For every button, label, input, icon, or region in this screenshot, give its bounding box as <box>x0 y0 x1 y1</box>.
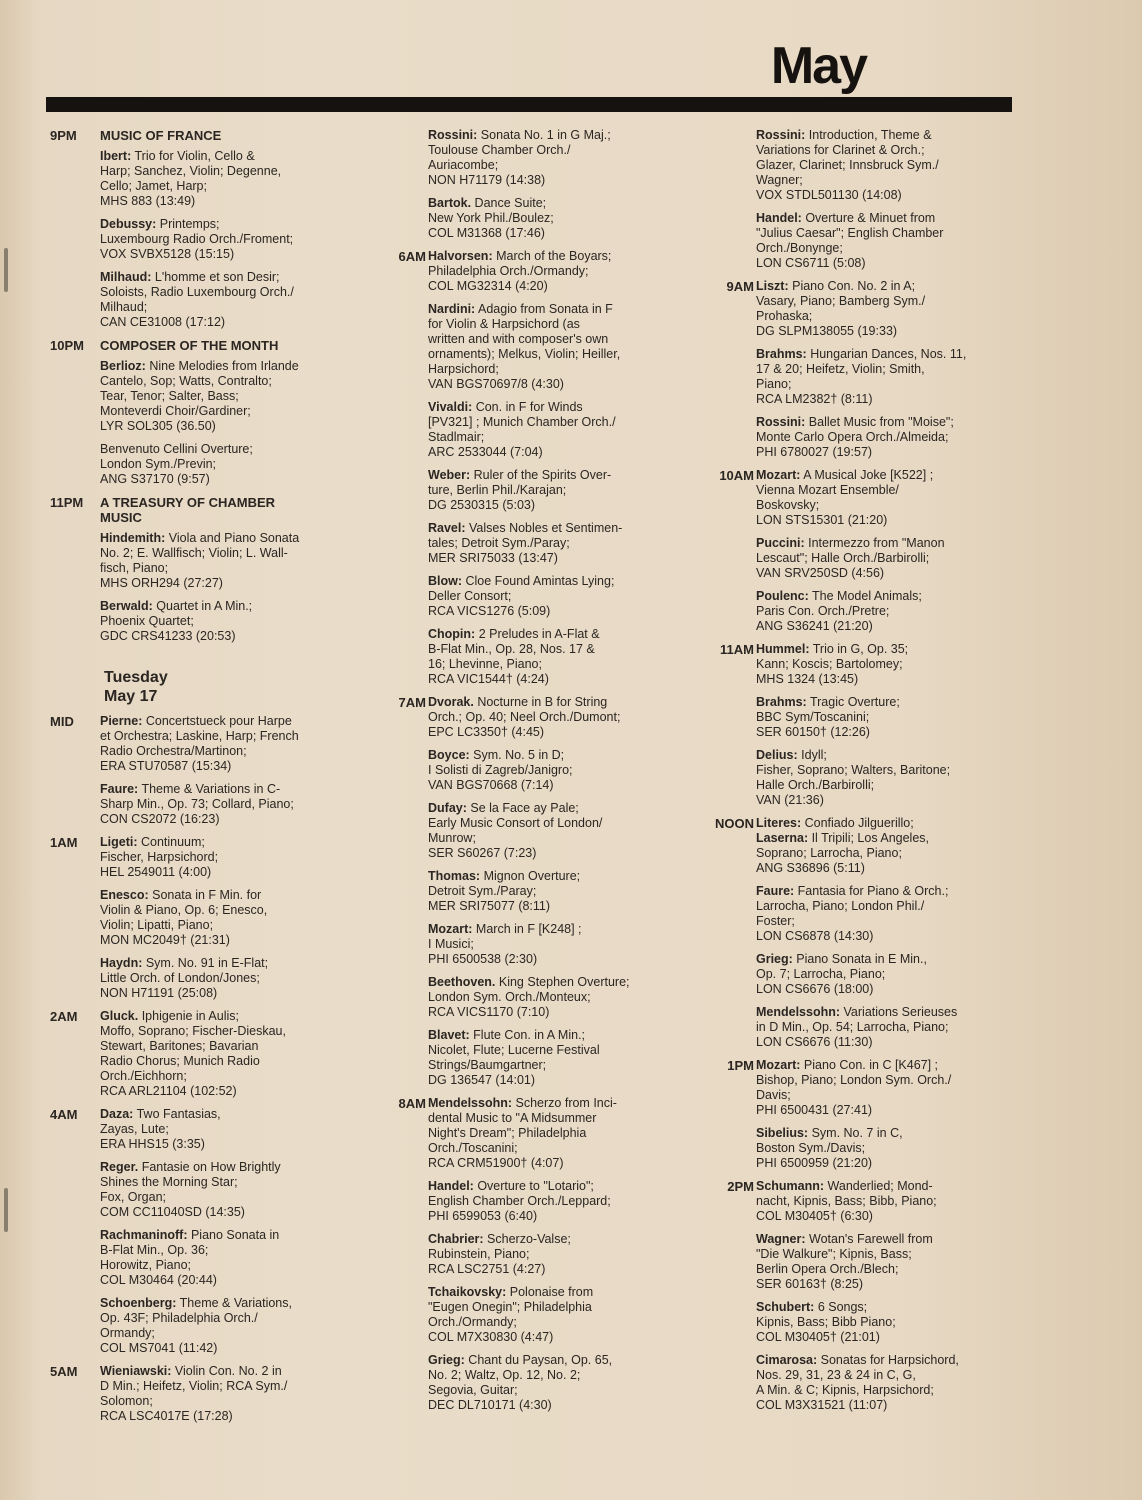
composer-name: Sibelius: <box>756 1126 809 1140</box>
composer-name: Ibert: <box>100 149 132 163</box>
time-label: 8AM <box>398 1096 426 1111</box>
time-slot <box>378 249 678 687</box>
time-slot <box>378 695 678 1088</box>
time-label: 5AM <box>50 1364 78 1379</box>
entry-details: Iphigenie in Aulis; Moffo, Soprano; Fischer-Dieskau, Stewart, Baritones; Bavarian Radio Chorus; Munich Radio Orch./Eichhorn; RCA ARL21104 (102:52) <box>100 1009 286 1098</box>
composer-name: Handel: <box>428 1179 474 1193</box>
entry-details: Quartet in A Min.; Phoenix Quartet; GDC CRS41233 (20:53) <box>100 599 253 643</box>
entry-details: Wotan's Farewell from "Die Walkure"; Kipnis, Bass; Berlin Opera Orch./Blech; SER 60163† (8:25) <box>756 1232 933 1291</box>
entry-details: Violin Con. No. 2 in D Min.; Heifetz, Violin; RCA Sym./ Solomon; RCA LSC4017E (17:28) <box>100 1364 288 1423</box>
composer-name: Boyce: <box>428 748 470 762</box>
program-entry <box>756 1300 1010 1345</box>
composer-name: Nardini: <box>428 302 476 316</box>
entry-details: Intermezzo from "Manon Lescaut"; Halle Orch./Barbirolli; VAN SRV250SD (4:56) <box>756 536 945 580</box>
time-label: 4AM <box>50 1107 78 1122</box>
composer-name: Rossini: <box>756 128 806 142</box>
composer-name: Mozart: <box>756 1058 801 1072</box>
composer-name: Wagner: <box>756 1232 806 1246</box>
program-entry <box>756 1005 1010 1050</box>
program-entry <box>756 884 1010 944</box>
time-slot <box>50 1364 350 1424</box>
program-entry <box>756 536 1010 581</box>
time-slot <box>50 1107 350 1356</box>
entry-details: Piano Sonata in E Min., Op. 7; Larrocha, Piano; LON CS6676 (18:00) <box>756 952 927 996</box>
program-entry <box>756 952 1010 997</box>
time-label: 2PM <box>727 1179 754 1194</box>
month-title: May <box>770 37 866 95</box>
program-entry <box>100 835 350 880</box>
program-entry <box>756 279 1010 339</box>
program-entry <box>756 695 1010 740</box>
composer-name: Laserna: <box>756 831 809 845</box>
composer-name: Rachmaninoff: <box>100 1228 188 1242</box>
entry-details: Ballet Music from "Moise"; Monte Carlo Opera Orch./Almeida; PHI 6780027 (19:57) <box>756 415 954 459</box>
composer-name: Grieg: <box>756 952 793 966</box>
program-entry <box>756 1232 1010 1292</box>
program-entry <box>428 627 678 687</box>
entry-details: March of the Boyars; Philadelphia Orch./Ormandy; COL MG32314 (4:20) <box>428 249 612 293</box>
entry-details: Printemps; Luxembourg Radio Orch./Froment; VOX SVBX5128 (15:15) <box>100 217 294 261</box>
program-entry <box>756 128 1010 203</box>
composer-name: Liszt: <box>756 279 789 293</box>
composer-name: Mendelssohn: <box>756 1005 841 1019</box>
header-rule <box>46 97 1012 112</box>
time-slot <box>706 1058 1010 1171</box>
composer-name: Schoenberg: <box>100 1296 177 1310</box>
time-label: 11AM <box>720 642 754 657</box>
composer-name: Cimarosa: <box>756 1353 818 1367</box>
composer-name: Dufay: <box>428 801 467 815</box>
composer-name: Chabrier: <box>428 1232 484 1246</box>
composer-name: Thomas: <box>428 869 481 883</box>
entry-details: Se la Face ay Pale; Early Music Consort of London/ Munrow; SER S60267 (7:23) <box>428 801 603 860</box>
entry-details: Ruler of the Spirits Over- ture, Berlin Phil./Karajan; DG 2530315 (5:03) <box>428 468 612 512</box>
entry-details: L'homme et son Desir; Soloists, Radio Luxembourg Orch./ Milhaud; CAN CE31008 (17:12) <box>100 270 294 329</box>
composer-name: Bartok. <box>428 196 472 210</box>
composer-name: Daza: <box>100 1107 134 1121</box>
entry-details: Overture to "Lotario"; English Chamber Orch./Leppard; PHI 6599053 (6:40) <box>428 1179 611 1223</box>
time-slot <box>50 714 350 827</box>
time-slot <box>706 468 1010 634</box>
program-entry <box>100 1009 350 1099</box>
program-entry <box>428 1232 678 1277</box>
staple <box>4 248 8 292</box>
entry-details: King Stephen Overture; London Sym. Orch./Monteux; RCA VICS1170 (7:10) <box>428 975 630 1019</box>
program-entry <box>100 442 350 487</box>
time-label: 2AM <box>50 1009 78 1024</box>
program-entry <box>100 1107 350 1152</box>
composer-name: Grieg: <box>428 1353 465 1367</box>
composer-name: Schumann: <box>756 1179 825 1193</box>
program-entry <box>428 1096 678 1171</box>
program-entry <box>100 1228 350 1288</box>
entry-details: Viola and Piano Sonata No. 2; E. Wallfisch; Violin; L. Wall- fisch, Piano; MHS ORH294 (27:27) <box>100 531 300 590</box>
entry-details: The Model Animals; Paris Con. Orch./Pretre; ANG S36241 (21:20) <box>756 589 922 633</box>
entry-details: Benvenuto Cellini Overture; London Sym./Previn; ANG S37170 (9:57) <box>100 442 253 486</box>
program-entry <box>756 1058 1010 1118</box>
program-entry <box>428 574 678 619</box>
time-slot <box>706 642 1010 808</box>
program-entry <box>756 642 1010 687</box>
time-slot <box>50 495 350 644</box>
program-entry <box>428 468 678 513</box>
composer-name: Brahms: <box>756 695 807 709</box>
entry-details: Nocturne in B for String Orch.; Op. 40; Neel Orch./Dumont; EPC LC3350† (4:45) <box>428 695 621 739</box>
program-entry <box>756 347 1010 407</box>
entry-details: Flute Con. in A Min.; Nicolet, Flute; Lucerne Festival Strings/Baumgartner; DG 136547 (14:01) <box>428 1028 600 1087</box>
entry-details: Theme & Variations, Op. 43F; Philadelphia Orch./ Ormandy; COL MS7041 (11:42) <box>100 1296 292 1355</box>
time-label: 7AM <box>398 695 426 710</box>
composer-name: Ligeti: <box>100 835 138 849</box>
program-entry <box>428 302 678 392</box>
entry-details: Sym. No. 91 in E-Flat; Little Orch. of London/Jones; NON H71191 (25:08) <box>100 956 269 1000</box>
program-entry <box>756 1179 1010 1224</box>
composer-name: Mozart: <box>756 468 801 482</box>
day-title: Tuesday <box>104 669 168 686</box>
entry-details: Cloe Found Amintas Lying; Deller Consort; RCA VICS1276 (5:09) <box>428 574 615 618</box>
composer-name: Delius: <box>756 748 798 762</box>
entry-details: Nine Melodies from Irlande Cantelo, Sop; Watts, Contralto; Tear, Tenor; Salter, Bass; Monteverdi Choir/Gardiner; LYR SOL305 (36.50) <box>100 359 299 433</box>
time-label: 9AM <box>726 279 754 294</box>
entry-details: Continuum; Fischer, Harpsichord; HEL 2549011 (4:00) <box>100 835 219 879</box>
program-entry <box>756 468 1010 528</box>
composer-name: Schubert: <box>756 1300 815 1314</box>
time-label: 1PM <box>727 1058 754 1073</box>
program-entry <box>100 217 350 262</box>
staple <box>4 1188 8 1232</box>
time-label: 10AM <box>719 468 754 483</box>
program-entry <box>428 196 678 241</box>
entry-details: Theme & Variations in C- Sharp Min., Op. 73; Collard, Piano; CON CS2072 (16:23) <box>100 782 294 826</box>
composer-name: Beethoven. <box>428 975 496 989</box>
entry-details: Introduction, Theme & Variations for Clarinet & Orch.; Glazer, Clarinet; Innsbruck Sym./ Wagner; VOX STDL501130 (14:08) <box>756 128 939 202</box>
composer-name: Tchaikovsky: <box>428 1285 507 1299</box>
entry-details: Fantasie on How Brightly Shines the Morning Star; Fox, Organ; COM CC11040SD (14:35) <box>100 1160 281 1219</box>
program-entry <box>428 748 678 793</box>
time-label: 11PM <box>50 495 84 510</box>
entry-details: Chant du Paysan, Op. 65, No. 2; Waltz, Op. 12, No. 2; Segovia, Guitar; DEC DL710171 (4:30) <box>428 1353 613 1412</box>
program-entry <box>428 1353 678 1413</box>
program-entry <box>428 128 678 188</box>
program-entry <box>100 1364 350 1424</box>
time-slot <box>706 128 1010 271</box>
program-entry <box>756 748 1010 808</box>
composer-name: Halvorsen: <box>428 249 493 263</box>
time-slot <box>378 128 678 241</box>
composer-name: Faure: <box>756 884 795 898</box>
entry-details: A Musical Joke [K522] ; Vienna Mozart Ensemble/ Boskovsky; LON STS15301 (21:20) <box>756 468 934 527</box>
composer-name: Milhaud: <box>100 270 152 284</box>
program-entry <box>428 801 678 861</box>
composer-name: Enesco: <box>100 888 149 902</box>
entry-details: Two Fantasias, Zayas, Lute; ERA HHS15 (3:35) <box>100 1107 221 1151</box>
composer-name: Reger. <box>100 1160 139 1174</box>
entry-details: Overture & Minuet from "Julius Caesar"; English Chamber Orch./Bonynge; LON CS6711 (5:08) <box>756 211 944 270</box>
day-heading <box>50 668 350 706</box>
time-slot <box>50 128 350 330</box>
program-entry <box>756 816 1010 876</box>
program-entry <box>428 1285 678 1345</box>
composer-name: Puccini: <box>756 536 805 550</box>
entry-details: Fantasia for Piano & Orch.; Larrocha, Piano; London Phil./ Foster; LON CS6878 (14:30) <box>756 884 949 943</box>
time-slot <box>50 338 350 487</box>
entry-details: Piano Con. No. 2 in A; Vasary, Piano; Bamberg Sym./ Prohaska; DG SLPM138055 (19:33) <box>756 279 926 338</box>
program-entry <box>100 1296 350 1356</box>
entry-details: Mignon Overture; Detroit Sym./Paray; MER SRI75077 (8:11) <box>428 869 581 913</box>
composer-name: Haydn: <box>100 956 143 970</box>
entry-details: Trio for Violin, Cello & Harp; Sanchez, Violin; Degenne, Cello; Jamet, Harp; MHS 883 (13:49) <box>100 149 282 208</box>
entry-details: Idyll; Fisher, Soprano; Walters, Baritone; Halle Orch./Barbirolli; VAN (21:36) <box>756 748 951 807</box>
composer-name: Handel: <box>756 211 802 225</box>
entry-details: Scherzo from Inci- dental Music to "A Midsummer Night's Dream"; Philadelphia Orch./Toscanini; RCA CRM51900† (4:07) <box>428 1096 617 1170</box>
entry-details: Dance Suite; New York Phil./Boulez; COL M31368 (17:46) <box>428 196 554 240</box>
composer-name: Literes: <box>756 816 802 830</box>
schedule-column-3 <box>706 128 1010 1421</box>
time-label: 6AM <box>398 249 426 264</box>
composer-name: Pierne: <box>100 714 143 728</box>
entry-details: Wanderlied; Mond- nacht, Kipnis, Bass; Bibb, Piano; COL M30405† (6:30) <box>756 1179 937 1223</box>
entry-details: Variations Serieuses in D Min., Op. 54; Larrocha, Piano; LON CS6676 (11:30) <box>756 1005 958 1049</box>
composer-name: Dvorak. <box>428 695 474 709</box>
entry-details: Adagio from Sonata in F for Violin & Harpsichord (as written and with composer's own ornaments); Melkus, Violin; Heiller, Harpsichord; VAN BGS70697/8 (4:30) <box>428 302 621 391</box>
program-entry <box>756 589 1010 634</box>
composer-name: Blavet: <box>428 1028 470 1042</box>
composer-name: Poulenc: <box>756 589 809 603</box>
composer-name: Rossini: <box>428 128 478 142</box>
program-entry <box>100 599 350 644</box>
program-entry <box>100 956 350 1001</box>
program-entry <box>100 270 350 330</box>
program-entry <box>428 975 678 1020</box>
composer-name: Faure: <box>100 782 139 796</box>
composer-name: Berlioz: <box>100 359 146 373</box>
composer-name: Mendelssohn: <box>428 1096 513 1110</box>
composer-name: Ravel: <box>428 521 466 535</box>
program-entry <box>756 1126 1010 1171</box>
time-slot <box>50 1009 350 1099</box>
composer-name: Brahms: <box>756 347 807 361</box>
program-entry <box>100 149 350 209</box>
program-entry <box>100 359 350 434</box>
composer-name: Rossini: <box>756 415 806 429</box>
program-entry <box>100 888 350 948</box>
entry-details: Polonaise from "Eugen Onegin"; Philadelphia Orch./Ormandy; COL M7X30830 (4:47) <box>428 1285 594 1344</box>
entry-details: Concertstueck pour Harpe et Orchestra; Laskine, Harp; French Radio Orchestra/Martinon; ERA STU70587 (15:34) <box>100 714 299 773</box>
schedule-column-2 <box>378 128 678 1421</box>
program-entry <box>756 1353 1010 1413</box>
program-entry <box>428 1028 678 1088</box>
composer-name: Hindemith: <box>100 531 166 545</box>
program-entry <box>756 211 1010 271</box>
program-heading: COMPOSER OF THE MONTH <box>100 338 279 353</box>
time-label: NOON <box>715 816 754 831</box>
program-entry <box>100 782 350 827</box>
time-label: 9PM <box>50 128 77 143</box>
time-label: MID <box>50 714 74 729</box>
program-entry <box>100 531 350 591</box>
composer-name: Blow: <box>428 574 463 588</box>
entry-details: Sonatas for Harpsichord, Nos. 29, 31, 23 & 24 in C, G, A Min. & C; Kipnis, Harpsichord; COL M3X31521 (11:07) <box>756 1353 959 1412</box>
entry-details: Tragic Overture; BBC Sym/Toscanini; SER 60150† (12:26) <box>756 695 900 739</box>
program-entry <box>428 400 678 460</box>
time-label: 10PM <box>50 338 84 353</box>
composer-name: Berwald: <box>100 599 153 613</box>
program-entry <box>428 869 678 914</box>
day-date: May 17 <box>104 688 158 705</box>
entry-details: Confiado Jilguerillo; <box>804 816 914 830</box>
entry-details: 2 Preludes in A-Flat & B-Flat Min., Op. 28, Nos. 17 & 16; Lhevinne, Piano; RCA VIC1544† (4:24) <box>428 627 600 686</box>
entry-details: Sym. No. 7 in C, Boston Sym./Davis; PHI 6500959 (21:20) <box>756 1126 903 1170</box>
program-heading: A TREASURY OF CHAMBER MUSIC <box>100 495 276 525</box>
composer-name: Mozart: <box>428 922 473 936</box>
composer-name: Weber: <box>428 468 471 482</box>
program-entry <box>428 922 678 967</box>
program-entry <box>428 249 678 294</box>
entry-details: Hungarian Dances, Nos. 11, 17 & 20; Heifetz, Violin; Smith, Piano; RCA LM2382† (8:11) <box>756 347 967 406</box>
entry-details: 6 Songs; Kipnis, Bass; Bibb Piano; COL M30405† (21:01) <box>756 1300 896 1344</box>
composer-name: Chopin: <box>428 627 476 641</box>
composer-name: Debussy: <box>100 217 157 231</box>
entry-details: Sym. No. 5 in D; I Solisti di Zagreb/Janigro; VAN BGS70668 (7:14) <box>428 748 573 792</box>
program-entry <box>100 1160 350 1220</box>
program-entry <box>428 1179 678 1224</box>
time-slot <box>706 1179 1010 1413</box>
entry-details: Sonata in F Min. for Violin & Piano, Op. 6; Enesco, Violin; Lipatti, Piano; MON MC2049† (21:31) <box>100 888 268 947</box>
composer-name: Hummel: <box>756 642 810 656</box>
time-slot <box>378 1096 678 1413</box>
time-slot <box>706 816 1010 1050</box>
entry-details: Piano Sonata in B-Flat Min., Op. 36; Horowitz, Piano; COL M30464 (20:44) <box>100 1228 280 1287</box>
composer-name: Vivaldi: <box>428 400 473 414</box>
composer-name: Wieniawski: <box>100 1364 172 1378</box>
program-heading: MUSIC OF FRANCE <box>100 128 222 143</box>
time-slot <box>50 835 350 1001</box>
program-entry <box>428 695 678 740</box>
entry-details: March in F [K248] ; I Musici; PHI 6500538 (2:30) <box>428 922 582 966</box>
program-entry <box>756 415 1010 460</box>
composer-name: Gluck. <box>100 1009 139 1023</box>
entry-details: Sonata No. 1 in G Maj.; Toulouse Chamber Orch./ Auriacombe; NON H71179 (14:38) <box>428 128 611 187</box>
schedule-column-1 <box>50 128 350 1432</box>
time-label: 1AM <box>50 835 78 850</box>
entry-details: Trio in G, Op. 35; Kann; Koscis; Bartolomey; MHS 1324 (13:45) <box>756 642 909 686</box>
program-entry <box>100 714 350 774</box>
program-entry <box>428 521 678 566</box>
entry-details: Valses Nobles et Sentimen- tales; Detroit Sym./Paray; MER SRI75033 (13:47) <box>428 521 623 565</box>
entry-details: Il Tripili; Los Angeles, Soprano; Larrocha, Piano; ANG S36896 (5:11) <box>756 831 930 875</box>
entry-details: Scherzo-Valse; Rubinstein, Piano; RCA LSC2751 (4:27) <box>428 1232 571 1276</box>
entry-details: Piano Con. in C [K467] ; Bishop, Piano; London Sym. Orch./ Davis; PHI 6500431 (27:41) <box>756 1058 952 1117</box>
time-slot <box>706 279 1010 460</box>
entry-details: Con. in F for Winds [PV321] ; Munich Chamber Orch./ Stadlmair; ARC 2533044 (7:04) <box>428 400 616 459</box>
